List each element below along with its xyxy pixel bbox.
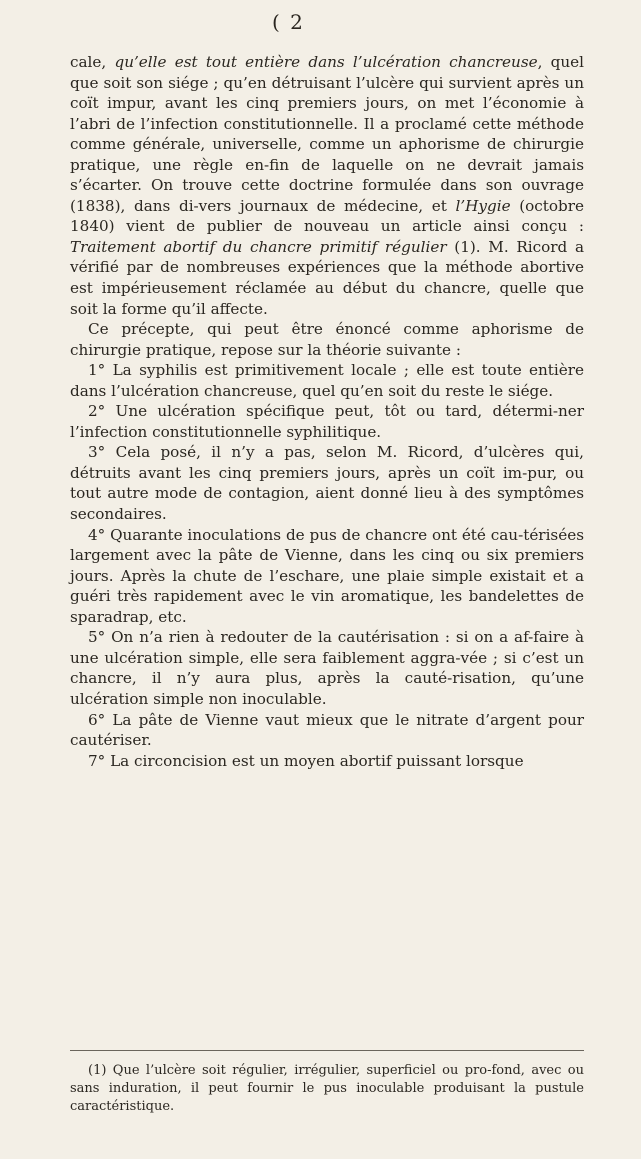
text-run: 5° On n’a rien à redouter de la cautérisation : si on a af-faire à une ulcération simple, elle sera faiblement aggra-vée ; si c’est un chancre, il n’y aura plus, après la cauté-risation, qu’une ulcération simple non inoculable. [70,628,584,708]
paragraph [70,52,584,319]
text-run: , quel que soit son siége ; qu’en détruisant l’ulcère qui survient après un coït impur, avant les cinq premiers jours, on met l’économie à l’abri de l’infection constitutionnelle. Il a proclamé cette méthode comme générale, universelle, comme un aphorisme de chirurgie pratique, une règle en-fin de laquelle on ne devrait jamais s’écarter. On trouve cette doctrine formulée dans son ouvrage (1838), dans di-vers journaux de médecine, et [70,53,585,215]
text-run: 1° La syphilis est primitivement locale ; elle est toute entière dans l’ulcération chancreuse, quel qu’en soit du reste le siége. [70,361,584,400]
text-run: cale, [70,53,115,71]
italic-text: Traitement abortif du chancre primitif régulier [70,237,447,256]
paragraph [70,525,584,628]
body-text [70,52,584,771]
text-run: (octobre 1840) vient de publier de nouveau un article ainsi conçu : [70,196,585,236]
paragraph [70,401,584,442]
paragraph [70,751,584,772]
paragraph [70,360,584,401]
text-run: 6° La pâte de Vienne vaut mieux que le nitrate d’argent pour cautériser. [70,710,584,750]
text-run: (1). M. Ricord a vérifié par de nombreuses expériences que la méthode abortive est impérieusement réclamée au début du chancre, quelle que soit la forme qu’il affecte. [70,237,584,318]
italic-text: qu’elle est tout entière dans l’ulcération chancreuse [114,53,538,71]
text-run: 7° La circoncision est un moyen abortif puissant lorsque [88,751,524,770]
footnote-text: (1) Que l’ulcère soit régulier, irrégulier, superficiel ou pro-fond, avec ou sans induration, il peut fournir le pus inoculable produisant la pustule caractéristique. [70,1063,584,1114]
page-number: ( 2 [272,10,305,34]
paragraph [70,319,584,360]
footnote-divider [70,1050,584,1051]
text-run: 4° Quarante inoculations de pus de chancre ont été cau-térisées largement avec la pâte de Vienne, dans les cinq ou six premiers jours. Après la chute de l’eschare, une plaie simple existait et a guéri très rapidement avec le vin aromatique, les bandelettes de sparadrap, etc. [70,525,584,626]
paragraph [70,442,584,524]
paragraph [70,627,584,709]
text-run: 2° Une ulcération spécifique peut, tôt ou tard, détermi-ner l’infection constitutionnelle syphilitique. [70,402,584,441]
text-run: 3° Cela posé, il n’y a pas, selon M. Ricord, d’ulcères qui, détruits avant les cinq premiers jours, après un coït im-pur, ou tout autre mode de contagion, aient donné lieu à des symptômes secondaires. [70,443,584,524]
paragraph [70,710,584,751]
footnote [70,1062,584,1116]
text-run: Ce précepte, qui peut être énoncé comme aphorisme de chirurgie pratique, repose sur la théorie suivante : [70,320,584,359]
italic-text: l’Hygie [455,196,511,215]
